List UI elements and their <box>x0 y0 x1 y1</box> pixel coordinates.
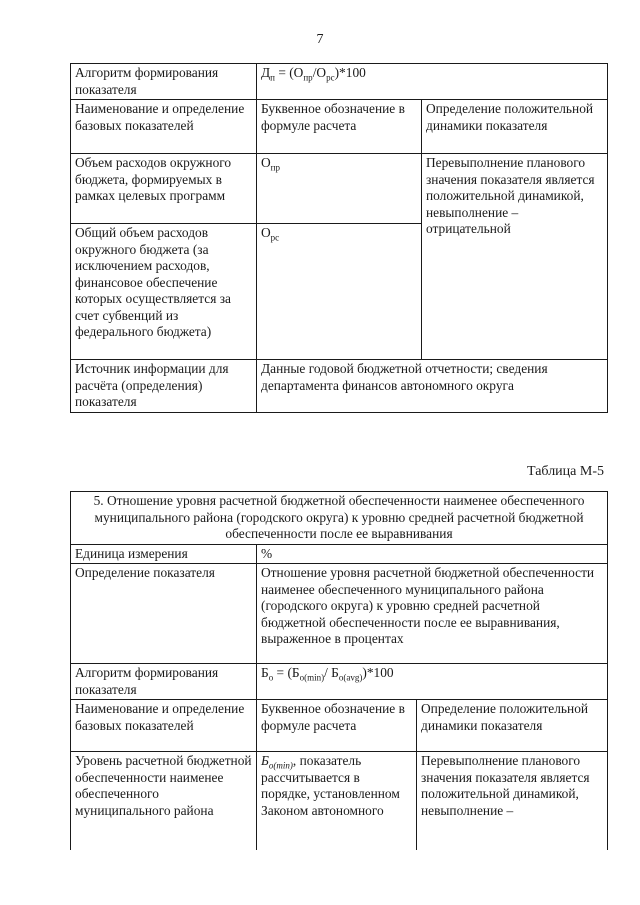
definition-label: Определение показателя <box>71 564 257 664</box>
formula-part: /О <box>312 65 327 80</box>
header-col-name: Наименование и определение базовых показателей <box>71 700 257 752</box>
formula-sub: о <box>268 672 274 683</box>
source-label: Источник информации для расчёта (определения) показателя <box>71 360 257 413</box>
indicator-name: Уровень расчетной бюджетной обеспеченности наименее обеспеченного муниципального района <box>71 752 257 850</box>
header-col-dynamics: Определение положительной динамики показателя <box>417 700 608 752</box>
symbol-sub: пр <box>270 162 280 173</box>
formula-part: Д <box>261 65 271 80</box>
indicator-symbol <box>257 154 422 224</box>
algorithm-label: Алгоритм формирования показателя <box>71 664 257 700</box>
definition-value: Отношение уровня расчетной бюджетной обеспеченности наименее обеспеченного муниципального района (городского округа) к уровню средней расчетной бюджетной обеспеченности после ее выравнивания, выраженное в процентах <box>257 564 608 664</box>
source-row <box>71 360 608 413</box>
definition-row <box>71 564 608 664</box>
symbol-main: О <box>261 225 271 240</box>
table-caption: Таблица М-5 <box>527 464 604 479</box>
formula-part: = (Б <box>273 665 300 680</box>
formula-part: / Б <box>324 665 339 680</box>
formula-sub: п <box>270 72 275 83</box>
base-indicator-row <box>71 154 608 224</box>
indicator-table-m5 <box>70 491 608 850</box>
unit-row <box>71 544 608 564</box>
formula-sub: рс <box>326 72 335 83</box>
symbol-sub: o(min) <box>268 760 293 771</box>
formula-part: )*100 <box>362 665 394 680</box>
base-indicator-row <box>71 752 608 850</box>
source-value: Данные годовой бюджетной отчетности; сведения департамента финансов автономного округа <box>257 360 608 413</box>
page-number: 7 <box>316 32 324 47</box>
symbol-sub: рс <box>270 232 280 243</box>
algorithm-row <box>71 64 608 100</box>
symbol-description: , показатель рассчитывается в порядке, установленном Законом автономного <box>261 753 400 818</box>
algorithm-row <box>71 664 608 700</box>
algorithm-label: Алгоритм формирования показателя <box>71 64 257 100</box>
unit-label: Единица измерения <box>71 544 257 564</box>
indicator-symbol <box>257 224 422 360</box>
header-col-symbol: Буквенное обозначение в формуле расчета <box>257 700 417 752</box>
table-title: 5. Отношение уровня расчетной бюджетной обеспеченности наименее обеспеченного муниципального района (городского округа) к уровню средней расчетной бюджетной обеспеченности после ее выравнивания <box>71 492 608 545</box>
title-row <box>71 492 608 545</box>
formula-part: Б <box>261 665 269 680</box>
symbol-main: О <box>261 155 271 170</box>
indicator-symbol <box>257 752 417 850</box>
indicator-dynamics: Перевыполнение планового значения показателя является положительной динамикой, невыполнение – отрицательной <box>422 154 608 360</box>
indicator-table-continuation <box>70 63 608 413</box>
header-col-dynamics: Определение положительной динамики показателя <box>422 100 608 154</box>
formula-sub: o(avg) <box>338 672 363 683</box>
header-row <box>71 700 608 752</box>
header-col-symbol: Буквенное обозначение в формуле расчета <box>257 100 422 154</box>
indicator-name: Общий объем расходов окружного бюджета (за исключением расходов, финансовое обеспечение которых осуществляется за счет субвенций из федерального бюджета) <box>71 224 257 360</box>
formula-sub: o(min) <box>299 672 325 683</box>
formula-part: )*100 <box>334 65 366 80</box>
header-col-name: Наименование и определение базовых показателей <box>71 100 257 154</box>
unit-value: % <box>257 544 608 564</box>
header-row <box>71 100 608 154</box>
algorithm-formula <box>257 64 608 100</box>
algorithm-formula <box>257 664 608 700</box>
formula-part: = (О <box>274 65 304 80</box>
formula-sub: пр <box>303 72 313 83</box>
symbol-main: Б <box>261 753 269 768</box>
indicator-name: Объем расходов окружного бюджета, формируемых в рамках целевых программ <box>71 154 257 224</box>
indicator-dynamics: Перевыполнение планового значения показателя является положительной динамикой, невыполнение – <box>417 752 608 850</box>
